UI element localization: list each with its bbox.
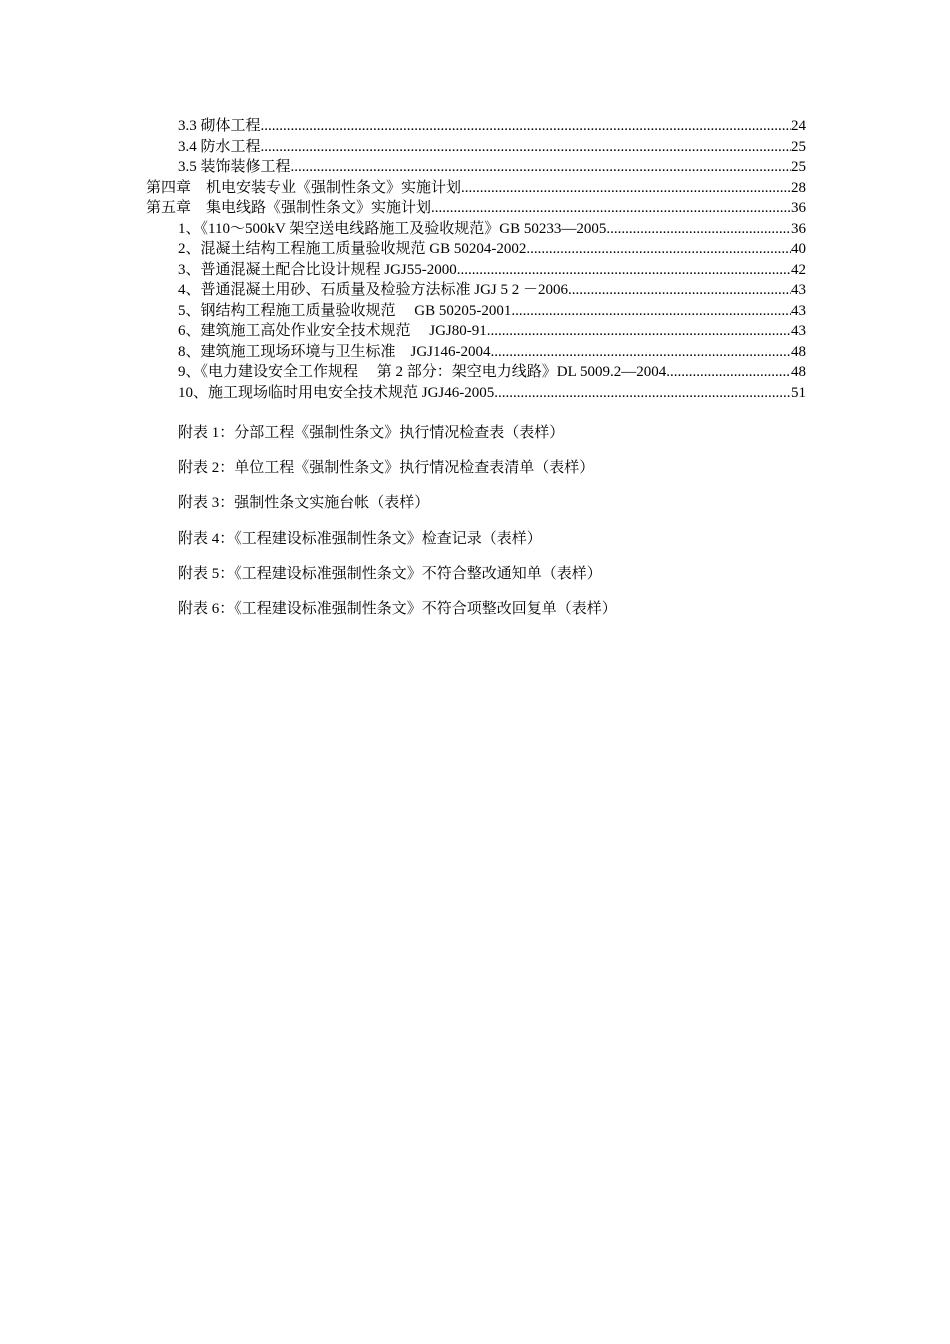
toc-leader-dots: [291, 157, 791, 178]
toc-chapter-entry[interactable]: [146, 198, 806, 219]
toc-leader-dots: [457, 260, 791, 281]
toc-entry-page: 40: [791, 241, 806, 257]
toc-entry-page: 43: [791, 323, 806, 339]
toc-leader-dots: [487, 321, 791, 342]
toc-entry-page: 51: [791, 384, 806, 401]
toc-leader-dots: [526, 239, 791, 260]
appendix-list: [178, 423, 818, 634]
toc-entry-title: 4、普通混凝土用砂、石质量及检验方法标准 JGJ 5 2 －2006: [178, 282, 569, 298]
toc-entry[interactable]: [178, 342, 806, 363]
toc-entry-title: 1、《110～500kV 架空送电线路施工及验收规范》GB 50233—2005: [178, 220, 607, 237]
toc-leader-dots: [511, 301, 791, 322]
toc-entry-title: 第四章 机电安装专业《强制性条文》实施计划: [146, 179, 462, 196]
appendix-item: 附表 1：分部工程《强制性条文》执行情况检查表（表样）: [178, 425, 565, 441]
toc-entry-title: 6、建筑施工高处作业安全技术规范 JGJ80-91: [178, 323, 487, 339]
appendix-item: 附表 2：单位工程《强制性条文》执行情况检查表清单（表样）: [178, 460, 595, 477]
toc-entry[interactable]: [178, 116, 806, 137]
toc-leader-dots: [431, 198, 791, 219]
toc-entry[interactable]: [178, 137, 806, 158]
toc-entry-page: 28: [791, 179, 806, 196]
toc-entry[interactable]: [178, 239, 806, 260]
toc-entry-title: 9、《电力建设安全工作规程 第 2 部分：架空电力线路》DL 5009.2—2004: [178, 364, 667, 380]
appendix-item: 附表 6：《工程建设标准强制性条文》不符合项整改回复单（表样）: [178, 600, 617, 617]
toc-leader-dots: [494, 383, 791, 404]
toc-entry-page: 36: [791, 220, 806, 237]
table-of-contents: [0, 116, 950, 403]
toc-entry-title: 2、混凝土结构工程施工质量验收规范 GB 50204-2002: [178, 241, 527, 257]
toc-leader-dots: [491, 342, 791, 363]
toc-chapter-entry[interactable]: [146, 178, 806, 199]
toc-entry[interactable]: [178, 383, 806, 404]
toc-leader-dots: [461, 178, 791, 199]
toc-entry[interactable]: [178, 321, 806, 342]
toc-entry-title: 3、普通混凝土配合比设计规程 JGJ55-2000: [178, 261, 457, 278]
toc-entry[interactable]: [178, 362, 806, 383]
toc-entry-page: 36: [791, 200, 806, 216]
toc-entry-title: 第五章 集电线路《强制性条文》实施计划: [146, 200, 432, 216]
toc-entry-page: 25: [791, 159, 806, 175]
toc-entry[interactable]: [178, 301, 806, 322]
toc-entry-page: 25: [791, 138, 806, 155]
toc-leader-dots: [606, 219, 791, 240]
toc-entry-page: 48: [791, 364, 806, 380]
toc-entry-title: 5、钢结构工程施工质量验收规范 GB 50205-2001: [178, 302, 512, 319]
toc-entry[interactable]: [178, 260, 806, 281]
toc-leader-dots: [261, 137, 791, 158]
toc-leader-dots: [261, 116, 791, 137]
toc-entry[interactable]: [178, 157, 806, 178]
appendix-item: 附表 5：《工程建设标准强制性条文》不符合整改通知单（表样）: [178, 565, 602, 582]
appendix-item: 附表 4：《工程建设标准强制性条文》检查记录（表样）: [178, 530, 542, 547]
toc-entry-title: 3.3 砌体工程: [178, 118, 261, 134]
toc-entry[interactable]: [178, 219, 806, 240]
toc-entry-title: 3.4 防水工程: [178, 138, 261, 155]
toc-leader-dots: [666, 362, 791, 383]
toc-entry-page: 48: [791, 343, 806, 360]
toc-entry[interactable]: [178, 280, 806, 301]
toc-entry-page: 43: [791, 302, 806, 319]
toc-entry-page: 43: [791, 282, 806, 298]
appendix-item: 附表 3：强制性条文实施台帐（表样）: [178, 495, 430, 512]
toc-entry-page: 24: [791, 118, 806, 134]
toc-entry-title: 8、建筑施工现场环境与卫生标准 JGJ146-2004: [178, 343, 491, 360]
toc-entry-title: 3.5 装饰装修工程: [178, 159, 291, 175]
toc-entry-page: 42: [791, 261, 806, 278]
toc-leader-dots: [568, 280, 791, 301]
toc-entry-title: 10、施工现场临时用电安全技术规范 JGJ46-2005: [178, 384, 495, 401]
